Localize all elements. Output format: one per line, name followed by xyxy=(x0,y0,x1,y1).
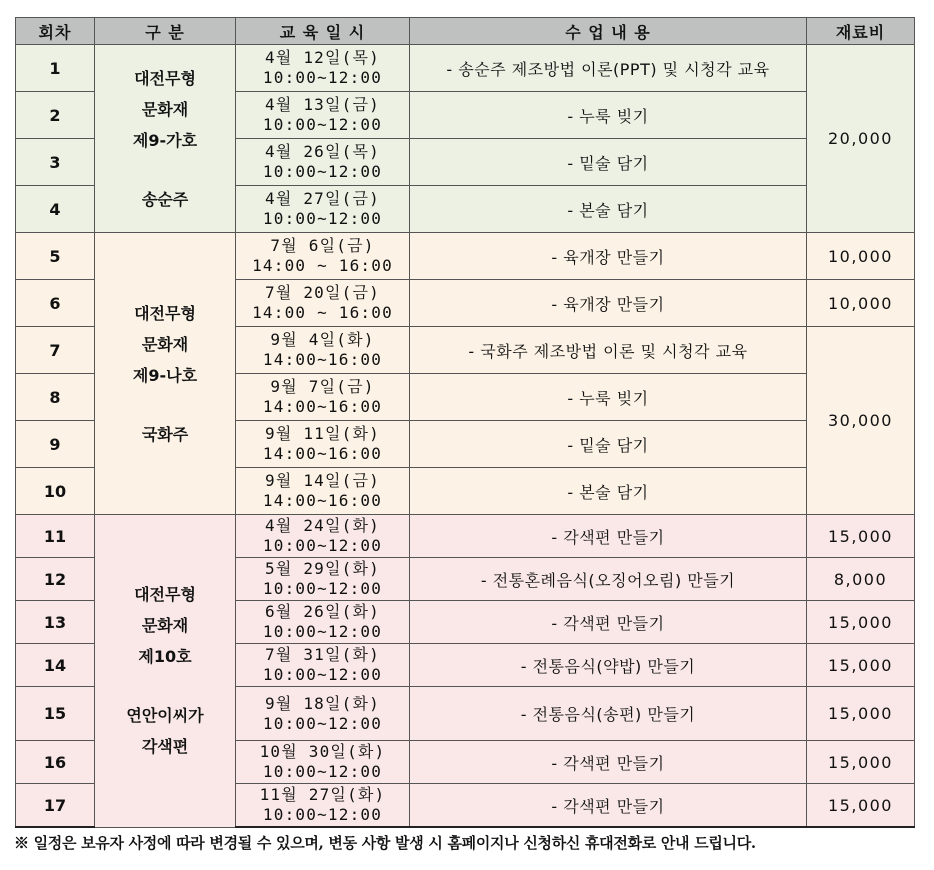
time-text: 10:00~12:00 xyxy=(262,762,383,781)
round-number: 15 xyxy=(16,687,95,741)
time-text: 14:00~16:00 xyxy=(262,397,383,416)
fee-cell: 20,000 xyxy=(807,45,915,233)
time-text: 10:00~12:00 xyxy=(262,579,383,598)
content-cell: - 전통혼례음식(오징어오림) 만들기 xyxy=(410,558,807,601)
category-line: 대전무형 xyxy=(134,68,196,88)
round-number: 2 xyxy=(16,92,95,139)
time-text: 10:00~12:00 xyxy=(262,665,383,684)
date-text: 7월 20일(금) xyxy=(265,283,380,302)
round-number: 17 xyxy=(16,784,95,828)
content-cell: - 각색편 만들기 xyxy=(410,515,807,558)
table-row xyxy=(16,45,915,92)
schedule-table xyxy=(15,17,915,828)
fee-cell: 15,000 xyxy=(807,515,915,558)
header-row xyxy=(16,18,915,45)
date-cell xyxy=(236,558,410,601)
date-text: 9월 11일(화) xyxy=(265,424,380,443)
category-line: 문화재 xyxy=(141,334,189,354)
date-cell xyxy=(236,45,410,92)
header-datetime: 교 육 일 시 xyxy=(236,18,410,45)
date-text: 6월 26일(화) xyxy=(265,602,380,621)
fee-cell: 15,000 xyxy=(807,601,915,644)
time-text: 10:00~12:00 xyxy=(262,209,383,228)
footnote: ※ 일정은 보유자 사정에 따라 변경될 수 있으며, 변동 사항 발생 시 홈페이지나 신청하신 휴대전화로 안내 드립니다. xyxy=(14,834,756,852)
date-text: 9월 14일(금) xyxy=(265,471,380,490)
round-number: 12 xyxy=(16,558,95,601)
fee-cell: 15,000 xyxy=(807,644,915,687)
round-number: 6 xyxy=(16,280,95,327)
date-text: 5월 29일(화) xyxy=(265,559,380,578)
time-text: 10:00~12:00 xyxy=(262,805,383,824)
table-row xyxy=(16,515,915,558)
content-cell: - 각색편 만들기 xyxy=(410,741,807,784)
content-cell: - 국화주 제조방법 이론 및 시청각 교육 xyxy=(410,327,807,374)
category-line: 문화재 xyxy=(141,99,189,119)
header-round: 회차 xyxy=(16,18,95,45)
round-number: 5 xyxy=(16,233,95,280)
content-cell: - 밑술 담기 xyxy=(410,139,807,186)
category-cell xyxy=(95,233,236,515)
category-person: 연안이씨가 xyxy=(126,706,204,726)
date-cell xyxy=(236,687,410,741)
time-text: 10:00~12:00 xyxy=(262,536,383,555)
round-number: 11 xyxy=(16,515,95,558)
fee-cell: 15,000 xyxy=(807,687,915,741)
date-text: 9월 7일(금) xyxy=(270,377,375,396)
round-number: 1 xyxy=(16,45,95,92)
header-category: 구 분 xyxy=(95,18,236,45)
date-cell xyxy=(236,515,410,558)
content-cell: - 전통음식(약밥) 만들기 xyxy=(410,644,807,687)
round-number: 3 xyxy=(16,139,95,186)
header-content: 수 업 내 용 xyxy=(410,18,807,45)
time-text: 14:00 ~ 16:00 xyxy=(252,303,393,322)
category-person: 각색편 xyxy=(141,737,189,757)
time-text: 10:00~12:00 xyxy=(262,713,383,733)
content-cell: - 육개장 만들기 xyxy=(410,233,807,280)
date-cell xyxy=(236,327,410,374)
content-cell: - 육개장 만들기 xyxy=(410,280,807,327)
fee-cell: 10,000 xyxy=(807,280,915,327)
time-text: 14:00~16:00 xyxy=(262,444,383,463)
round-number: 7 xyxy=(16,327,95,374)
round-number: 14 xyxy=(16,644,95,687)
date-cell xyxy=(236,233,410,280)
content-cell: - 밑술 담기 xyxy=(410,421,807,468)
category-line: 문화재 xyxy=(141,616,189,636)
fee-cell: 10,000 xyxy=(807,233,915,280)
content-cell: - 송순주 제조방법 이론(PPT) 및 시청각 교육 xyxy=(410,45,807,92)
category-line: 제9-나호 xyxy=(132,365,198,385)
date-cell xyxy=(236,92,410,139)
time-text: 10:00~12:00 xyxy=(262,68,383,87)
content-cell: - 본술 담기 xyxy=(410,186,807,233)
table-row xyxy=(16,233,915,280)
category-line: 대전무형 xyxy=(134,303,196,323)
fee-cell: 15,000 xyxy=(807,741,915,784)
date-cell xyxy=(236,741,410,784)
date-text: 10월 30일(화) xyxy=(259,742,386,761)
header-fee: 재료비 xyxy=(807,18,915,45)
fee-cell: 30,000 xyxy=(807,327,915,515)
date-text: 7월 31일(화) xyxy=(265,645,380,664)
date-cell xyxy=(236,374,410,421)
round-number: 8 xyxy=(16,374,95,421)
fee-cell: 8,000 xyxy=(807,558,915,601)
category-person: 송순주 xyxy=(141,189,189,209)
date-text: 4월 24일(화) xyxy=(265,516,380,535)
content-cell: - 누룩 빚기 xyxy=(410,374,807,421)
time-text: 14:00~16:00 xyxy=(262,350,383,369)
date-text: 4월 13일(금) xyxy=(265,95,380,114)
time-text: 10:00~12:00 xyxy=(262,622,383,641)
date-text: 4월 27일(금) xyxy=(265,189,380,208)
date-cell xyxy=(236,468,410,515)
time-text: 14:00~16:00 xyxy=(262,491,383,510)
round-number: 9 xyxy=(16,421,95,468)
content-cell: - 본술 담기 xyxy=(410,468,807,515)
date-cell xyxy=(236,644,410,687)
time-text: 10:00~12:00 xyxy=(262,115,383,134)
content-cell: - 누룩 빚기 xyxy=(410,92,807,139)
category-person: 국화주 xyxy=(141,424,189,444)
date-cell xyxy=(236,139,410,186)
date-cell xyxy=(236,784,410,828)
round-number: 4 xyxy=(16,186,95,233)
date-text: 4월 26일(목) xyxy=(265,142,380,161)
category-cell xyxy=(95,515,236,828)
round-number: 13 xyxy=(16,601,95,644)
category-line: 대전무형 xyxy=(134,585,196,605)
date-text: 7월 6일(금) xyxy=(270,236,375,255)
fee-cell: 15,000 xyxy=(807,784,915,828)
date-text: 9월 4일(화) xyxy=(270,330,375,349)
round-number: 16 xyxy=(16,741,95,784)
content-cell: - 전통음식(송편) 만들기 xyxy=(410,687,807,741)
date-text: 9월 18일(화) xyxy=(265,693,380,713)
date-cell xyxy=(236,421,410,468)
content-cell: - 각색편 만들기 xyxy=(410,784,807,828)
content-cell: - 각색편 만들기 xyxy=(410,601,807,644)
category-line: 제10호 xyxy=(138,647,192,667)
date-cell xyxy=(236,601,410,644)
date-text: 4월 12일(목) xyxy=(265,48,380,67)
category-line: 제9-가호 xyxy=(132,130,198,150)
time-text: 10:00~12:00 xyxy=(262,162,383,181)
date-text: 11월 27일(화) xyxy=(259,785,386,804)
round-number: 10 xyxy=(16,468,95,515)
date-cell xyxy=(236,186,410,233)
time-text: 14:00 ~ 16:00 xyxy=(252,256,393,275)
category-cell xyxy=(95,45,236,233)
date-cell xyxy=(236,280,410,327)
